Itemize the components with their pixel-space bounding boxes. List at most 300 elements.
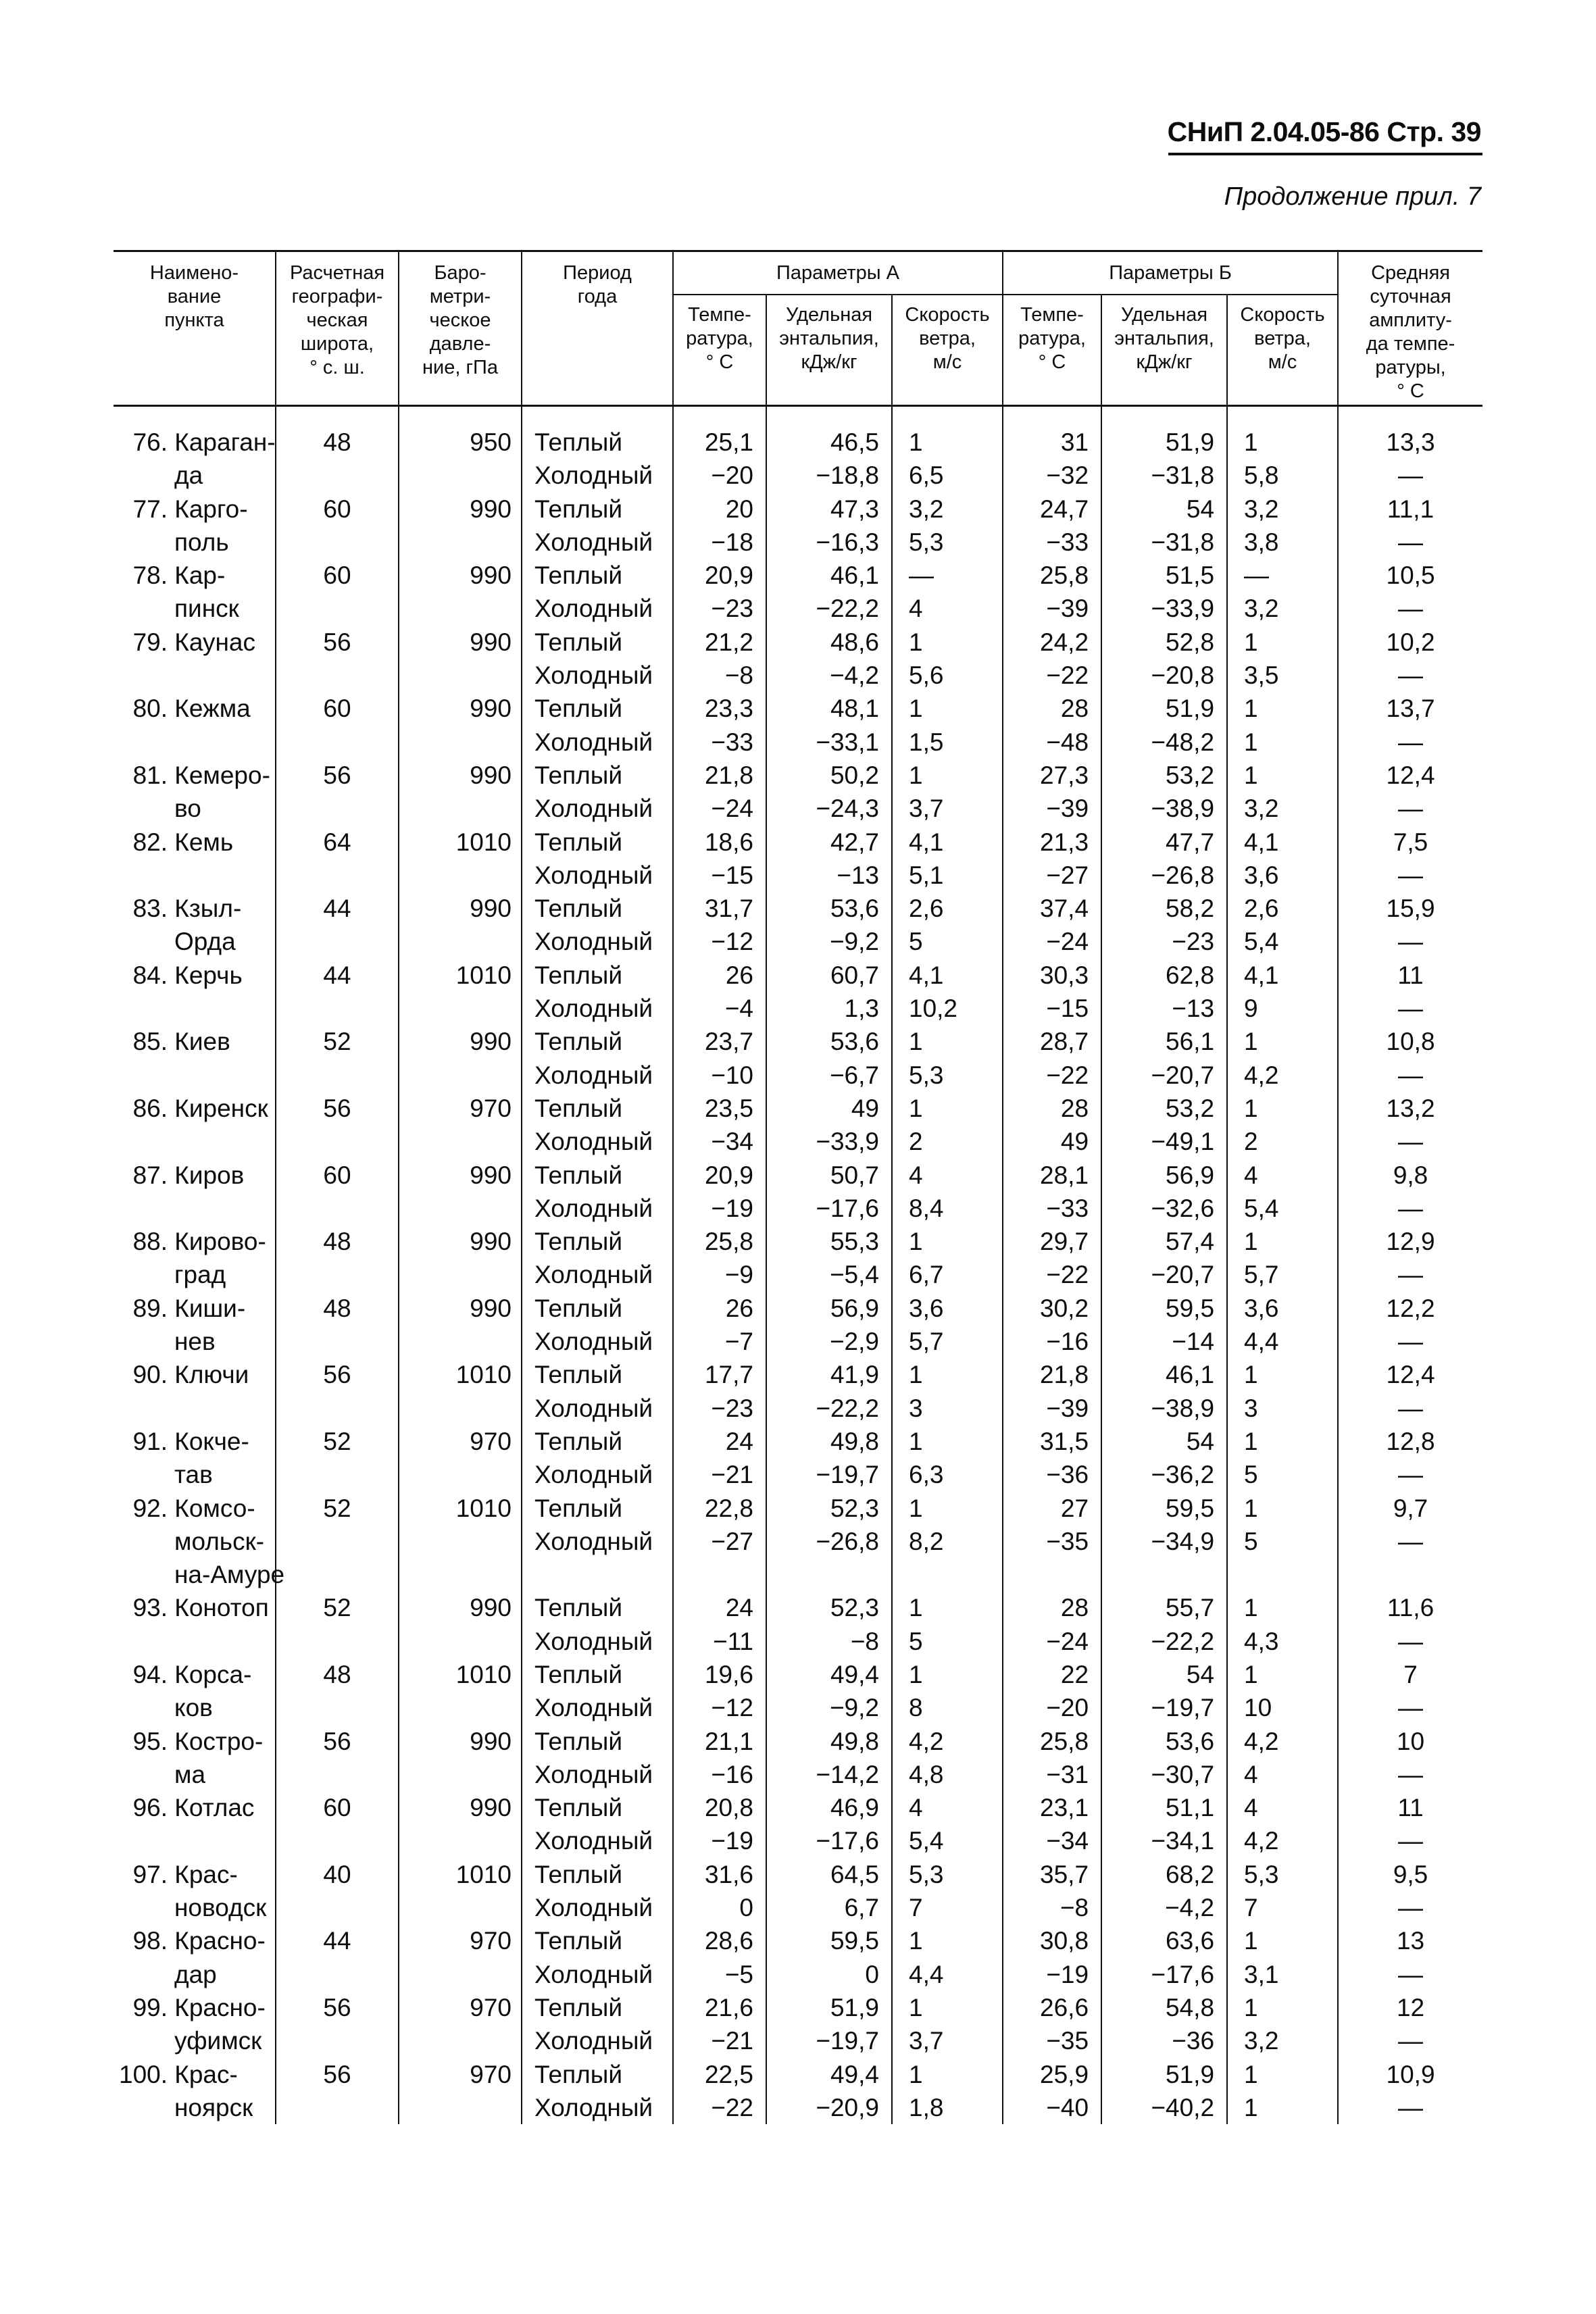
cell-wind-a: 8,2 bbox=[892, 1525, 1003, 1558]
cell-station-name bbox=[114, 1691, 276, 1724]
cell-enthalpy-a: −13 bbox=[766, 859, 892, 892]
cell-wind-a: 1 bbox=[892, 692, 1003, 725]
cell-amplitude: 12,9 bbox=[1338, 1225, 1482, 1258]
cell-pressure: 1010 bbox=[399, 1658, 522, 1691]
cell-temperature-a: −5 bbox=[673, 1958, 766, 1991]
cell-enthalpy-a: 49,8 bbox=[766, 1425, 892, 1458]
cell-enthalpy-a: 56,9 bbox=[766, 1292, 892, 1325]
station-name-line: Каунас bbox=[174, 628, 256, 656]
cell-station-name bbox=[114, 1458, 276, 1491]
cell-wind-b: 1 bbox=[1227, 1358, 1338, 1391]
station-number: 89. bbox=[132, 1294, 168, 1322]
cell-amplitude: — bbox=[1338, 1691, 1482, 1724]
cell-latitude bbox=[276, 1192, 399, 1225]
cell-temperature-b: −19 bbox=[1003, 1958, 1101, 1991]
station-number: 87. bbox=[132, 1161, 168, 1189]
cell-pressure: 1010 bbox=[399, 1858, 522, 1891]
cell-period: Холодный bbox=[522, 1891, 673, 1924]
cell-latitude bbox=[276, 659, 399, 692]
cell-temperature-b: 28,7 bbox=[1003, 1025, 1101, 1058]
col-header-enthalpy-a: Удельная энтальпия, кДж/кг bbox=[766, 295, 892, 406]
cell-pressure: 990 bbox=[399, 1791, 522, 1824]
cell-pressure: 1010 bbox=[399, 959, 522, 992]
cell-enthalpy-b: −36 bbox=[1101, 2024, 1227, 2057]
table-row bbox=[114, 826, 1482, 859]
cell-temperature-a: −18 bbox=[673, 526, 766, 559]
cell-amplitude: 13 bbox=[1338, 1924, 1482, 1957]
cell-temperature-b: −34 bbox=[1003, 1824, 1101, 1857]
cell-enthalpy-b: −17,6 bbox=[1101, 1958, 1227, 1991]
cell-wind-a: 1 bbox=[892, 1025, 1003, 1058]
cell-amplitude: 10,2 bbox=[1338, 626, 1482, 659]
cell-enthalpy-a: −20,9 bbox=[766, 2091, 892, 2124]
cell-wind-b: 2 bbox=[1227, 1125, 1338, 1158]
cell-latitude bbox=[276, 1758, 399, 1791]
cell-temperature-a: 24 bbox=[673, 1591, 766, 1624]
cell-amplitude: 10 bbox=[1338, 1725, 1482, 1758]
cell-enthalpy-b: −31,8 bbox=[1101, 526, 1227, 559]
cell-wind-a: 1 bbox=[892, 626, 1003, 659]
cell-wind-a: 5,3 bbox=[892, 526, 1003, 559]
cell-wind-a: 1 bbox=[892, 1358, 1003, 1391]
table-row bbox=[114, 1025, 1482, 1058]
cell-enthalpy-a: 50,7 bbox=[766, 1159, 892, 1192]
table-row bbox=[114, 592, 1482, 625]
cell-enthalpy-b: 51,5 bbox=[1101, 559, 1227, 592]
cell-pressure bbox=[399, 1758, 522, 1791]
table-row bbox=[114, 1824, 1482, 1857]
cell-wind-a: 4,1 bbox=[892, 959, 1003, 992]
col-header-temperature-b: Темпе- ратура, ° С bbox=[1003, 295, 1101, 406]
cell-latitude: 56 bbox=[276, 1092, 399, 1125]
cell-amplitude: 13,7 bbox=[1338, 692, 1482, 725]
cell-temperature-b: 23,1 bbox=[1003, 1791, 1101, 1824]
cell-wind-a: 6,5 bbox=[892, 459, 1003, 492]
cell-station-name bbox=[114, 1891, 276, 1924]
cell-enthalpy-a: −33,1 bbox=[766, 726, 892, 759]
cell-temperature-a: −24 bbox=[673, 792, 766, 825]
cell-enthalpy-a: −14,2 bbox=[766, 1758, 892, 1791]
cell-pressure: 990 bbox=[399, 1725, 522, 1758]
table-row bbox=[114, 1358, 1482, 1391]
cell-amplitude: 9,8 bbox=[1338, 1159, 1482, 1192]
cell-temperature-b: −48 bbox=[1003, 726, 1101, 759]
station-number: 81. bbox=[132, 761, 168, 789]
station-name-line: нев bbox=[174, 1328, 216, 1356]
cell-latitude bbox=[276, 2091, 399, 2124]
cell-enthalpy-a: 50,2 bbox=[766, 759, 892, 792]
cell-wind-b: 1 bbox=[1227, 406, 1338, 459]
cell-enthalpy-b: 51,9 bbox=[1101, 406, 1227, 459]
cell-temperature-b: 30,2 bbox=[1003, 1292, 1101, 1325]
cell-station-name bbox=[114, 459, 276, 492]
cell-amplitude: 11 bbox=[1338, 1791, 1482, 1824]
cell-amplitude: — bbox=[1338, 859, 1482, 892]
cell-latitude bbox=[276, 1891, 399, 1924]
cell-period: Теплый bbox=[522, 2058, 673, 2091]
cell-wind-b: 3,2 bbox=[1227, 592, 1338, 625]
station-number: 78. bbox=[132, 561, 168, 590]
cell-station-name bbox=[114, 2058, 276, 2091]
cell-wind-b: 1 bbox=[1227, 1492, 1338, 1525]
cell-temperature-b: 25,8 bbox=[1003, 1725, 1101, 1758]
cell-wind-b: — bbox=[1227, 559, 1338, 592]
cell-enthalpy-b: 53,2 bbox=[1101, 1092, 1227, 1125]
table-row bbox=[114, 459, 1482, 492]
cell-period: Теплый bbox=[522, 1358, 673, 1391]
cell-enthalpy-b: −30,7 bbox=[1101, 1758, 1227, 1791]
cell-latitude: 48 bbox=[276, 1658, 399, 1691]
cell-temperature-b: 26,6 bbox=[1003, 1991, 1101, 2024]
cell-wind-b: 1 bbox=[1227, 759, 1338, 792]
cell-temperature-a: −19 bbox=[673, 1824, 766, 1857]
cell-period: Холодный bbox=[522, 1325, 673, 1358]
table-row bbox=[114, 526, 1482, 559]
cell-pressure: 990 bbox=[399, 1591, 522, 1624]
cell-temperature-a: 25,8 bbox=[673, 1225, 766, 1258]
cell-pressure bbox=[399, 859, 522, 892]
col-header-pressure: Баро- метри- ческое давле- ние, гПа bbox=[399, 251, 522, 406]
cell-amplitude: — bbox=[1338, 1392, 1482, 1425]
table-row bbox=[114, 692, 1482, 725]
cell-wind-a: 4,8 bbox=[892, 1758, 1003, 1791]
cell-temperature-b: −39 bbox=[1003, 1392, 1101, 1425]
cell-enthalpy-a: −19,7 bbox=[766, 2024, 892, 2057]
empty-cell bbox=[522, 1558, 673, 1591]
cell-enthalpy-a: −24,3 bbox=[766, 792, 892, 825]
cell-enthalpy-b: −48,2 bbox=[1101, 726, 1227, 759]
cell-station-name bbox=[114, 526, 276, 559]
cell-wind-b: 4,1 bbox=[1227, 826, 1338, 859]
cell-pressure: 950 bbox=[399, 406, 522, 459]
cell-temperature-a: −7 bbox=[673, 1325, 766, 1358]
cell-wind-a: 1 bbox=[892, 1092, 1003, 1125]
cell-amplitude: 15,9 bbox=[1338, 892, 1482, 925]
cell-pressure: 970 bbox=[399, 2058, 522, 2091]
cell-wind-b: 5,3 bbox=[1227, 1858, 1338, 1891]
cell-pressure: 990 bbox=[399, 1025, 522, 1058]
cell-temperature-a: −15 bbox=[673, 859, 766, 892]
cell-enthalpy-b: 54,8 bbox=[1101, 1991, 1227, 2024]
cell-amplitude: — bbox=[1338, 726, 1482, 759]
cell-period: Холодный bbox=[522, 1258, 673, 1291]
cell-temperature-a: 22,8 bbox=[673, 1492, 766, 1525]
cell-enthalpy-a: 59,5 bbox=[766, 1924, 892, 1957]
cell-period: Теплый bbox=[522, 759, 673, 792]
cell-temperature-a: 19,6 bbox=[673, 1658, 766, 1691]
cell-wind-b: 1 bbox=[1227, 2091, 1338, 2124]
cell-wind-b: 4 bbox=[1227, 1791, 1338, 1824]
cell-period: Холодный bbox=[522, 726, 673, 759]
empty-cell bbox=[1227, 1558, 1338, 1591]
cell-enthalpy-b: −4,2 bbox=[1101, 1891, 1227, 1924]
station-name-line: уфимск bbox=[174, 2027, 262, 2055]
cell-latitude: 48 bbox=[276, 1225, 399, 1258]
cell-wind-b: 5,8 bbox=[1227, 459, 1338, 492]
cell-station-name bbox=[114, 2091, 276, 2124]
table-row bbox=[114, 1658, 1482, 1691]
cell-temperature-b: 30,8 bbox=[1003, 1924, 1101, 1957]
cell-temperature-a: −19 bbox=[673, 1192, 766, 1225]
station-name-line: ноярск bbox=[174, 2093, 253, 2121]
cell-period: Теплый bbox=[522, 1492, 673, 1525]
station-name-line: Корса- bbox=[174, 1660, 252, 1688]
cell-station-name bbox=[114, 892, 276, 925]
table-row bbox=[114, 1625, 1482, 1658]
cell-temperature-a: 31,7 bbox=[673, 892, 766, 925]
cell-enthalpy-b: 51,1 bbox=[1101, 1791, 1227, 1824]
cell-latitude: 44 bbox=[276, 1924, 399, 1957]
station-name-line: Киши- bbox=[174, 1294, 246, 1322]
cell-temperature-b: 24,2 bbox=[1003, 626, 1101, 659]
cell-wind-a: 6,7 bbox=[892, 1258, 1003, 1291]
cell-wind-b: 4,3 bbox=[1227, 1625, 1338, 1658]
cell-wind-b: 4,2 bbox=[1227, 1059, 1338, 1092]
cell-amplitude: 12 bbox=[1338, 1991, 1482, 2024]
station-number: 77. bbox=[132, 495, 168, 523]
station-number: 79. bbox=[132, 628, 168, 656]
station-number: 98. bbox=[132, 1927, 168, 1955]
cell-temperature-b: −36 bbox=[1003, 1458, 1101, 1491]
cell-amplitude: — bbox=[1338, 1525, 1482, 1558]
cell-wind-a: 5 bbox=[892, 1625, 1003, 1658]
cell-enthalpy-a: 48,1 bbox=[766, 692, 892, 725]
cell-enthalpy-b: 53,6 bbox=[1101, 1725, 1227, 1758]
cell-latitude: 56 bbox=[276, 759, 399, 792]
station-name-line: Красно- bbox=[174, 1927, 266, 1955]
cell-station-name bbox=[114, 1059, 276, 1092]
station-number: 83. bbox=[132, 895, 168, 923]
cell-temperature-b: 30,3 bbox=[1003, 959, 1101, 992]
cell-pressure bbox=[399, 1458, 522, 1491]
cell-period: Теплый bbox=[522, 959, 673, 992]
station-name-line: ков bbox=[174, 1694, 213, 1722]
cell-period: Теплый bbox=[522, 1658, 673, 1691]
cell-pressure: 990 bbox=[399, 559, 522, 592]
cell-enthalpy-a: −9,2 bbox=[766, 925, 892, 958]
cell-pressure: 970 bbox=[399, 1425, 522, 1458]
cell-pressure: 970 bbox=[399, 1991, 522, 2024]
cell-wind-a: 5,4 bbox=[892, 1824, 1003, 1857]
cell-enthalpy-b: 51,9 bbox=[1101, 692, 1227, 725]
cell-wind-a: 2 bbox=[892, 1125, 1003, 1158]
cell-latitude: 56 bbox=[276, 1358, 399, 1391]
table-row bbox=[114, 1458, 1482, 1491]
empty-cell bbox=[1003, 1558, 1101, 1591]
cell-temperature-a: 31,6 bbox=[673, 1858, 766, 1891]
cell-wind-a: 1 bbox=[892, 1924, 1003, 1957]
cell-station-name bbox=[114, 692, 276, 725]
cell-latitude: 48 bbox=[276, 406, 399, 459]
cell-wind-b: 3,6 bbox=[1227, 859, 1338, 892]
cell-wind-b: 1 bbox=[1227, 1924, 1338, 1957]
station-name-line: Красно- bbox=[174, 1993, 266, 2021]
cell-enthalpy-a: 0 bbox=[766, 1958, 892, 1991]
cell-pressure: 1010 bbox=[399, 1492, 522, 1525]
cell-temperature-a: −11 bbox=[673, 1625, 766, 1658]
cell-station-name bbox=[114, 1159, 276, 1192]
cell-amplitude: — bbox=[1338, 526, 1482, 559]
cell-temperature-a: 26 bbox=[673, 1292, 766, 1325]
cell-pressure: 990 bbox=[399, 892, 522, 925]
table-row bbox=[114, 2091, 1482, 2124]
cell-temperature-b: −31 bbox=[1003, 1758, 1101, 1791]
cell-period: Холодный bbox=[522, 925, 673, 958]
cell-enthalpy-a: 53,6 bbox=[766, 892, 892, 925]
cell-wind-a: 3,7 bbox=[892, 2024, 1003, 2057]
cell-station-name bbox=[114, 1791, 276, 1824]
table-row bbox=[114, 659, 1482, 692]
cell-pressure bbox=[399, 1258, 522, 1291]
cell-station-name bbox=[114, 1525, 276, 1558]
cell-latitude: 60 bbox=[276, 493, 399, 526]
cell-station-name bbox=[114, 859, 276, 892]
cell-station-name bbox=[114, 592, 276, 625]
cell-station-name bbox=[114, 959, 276, 992]
cell-pressure bbox=[399, 1325, 522, 1358]
cell-enthalpy-a: −18,8 bbox=[766, 459, 892, 492]
cell-wind-a: 5,3 bbox=[892, 1858, 1003, 1891]
cell-enthalpy-a: −22,2 bbox=[766, 1392, 892, 1425]
cell-amplitude: — bbox=[1338, 1192, 1482, 1225]
cell-pressure: 970 bbox=[399, 1924, 522, 1957]
cell-wind-b: 5,4 bbox=[1227, 925, 1338, 958]
cell-enthalpy-a: 46,5 bbox=[766, 406, 892, 459]
cell-latitude: 56 bbox=[276, 1725, 399, 1758]
cell-station-name bbox=[114, 1258, 276, 1291]
cell-amplitude: — bbox=[1338, 1458, 1482, 1491]
cell-period: Теплый bbox=[522, 692, 673, 725]
station-number: 92. bbox=[132, 1494, 168, 1522]
cell-enthalpy-a: 46,1 bbox=[766, 559, 892, 592]
cell-period: Теплый bbox=[522, 1924, 673, 1957]
cell-enthalpy-b: −36,2 bbox=[1101, 1458, 1227, 1491]
col-header-name: Наимено- вание пункта bbox=[114, 251, 276, 406]
station-name-line: мольск- bbox=[174, 1527, 265, 1555]
cell-enthalpy-b: −22,2 bbox=[1101, 1625, 1227, 1658]
cell-amplitude: 7 bbox=[1338, 1658, 1482, 1691]
station-number: 76. bbox=[132, 428, 168, 456]
cell-enthalpy-b: 53,2 bbox=[1101, 759, 1227, 792]
cell-enthalpy-a: −6,7 bbox=[766, 1059, 892, 1092]
group-header-params-a: Параметры А bbox=[673, 251, 1003, 295]
cell-temperature-a: 22,5 bbox=[673, 2058, 766, 2091]
cell-temperature-a: 17,7 bbox=[673, 1358, 766, 1391]
cell-temperature-b: 22 bbox=[1003, 1658, 1101, 1691]
cell-latitude: 52 bbox=[276, 1025, 399, 1058]
cell-period: Холодный bbox=[522, 459, 673, 492]
table-row bbox=[114, 406, 1482, 459]
cell-amplitude: — bbox=[1338, 992, 1482, 1025]
cell-wind-a: 1,5 bbox=[892, 726, 1003, 759]
cell-wind-b: 4 bbox=[1227, 1159, 1338, 1192]
cell-station-name bbox=[114, 493, 276, 526]
cell-wind-b: 3,2 bbox=[1227, 792, 1338, 825]
station-number: 85. bbox=[132, 1028, 168, 1056]
cell-amplitude: 13,2 bbox=[1338, 1092, 1482, 1125]
cell-period: Холодный bbox=[522, 792, 673, 825]
station-name-line: Кокче- bbox=[174, 1427, 249, 1455]
cell-enthalpy-b: 59,5 bbox=[1101, 1292, 1227, 1325]
cell-wind-a: 3,6 bbox=[892, 1292, 1003, 1325]
continuation-caption: Продолжение прил. 7 bbox=[1224, 182, 1481, 211]
cell-amplitude: 12,2 bbox=[1338, 1292, 1482, 1325]
cell-enthalpy-b: 59,5 bbox=[1101, 1492, 1227, 1525]
cell-period: Холодный bbox=[522, 1958, 673, 1991]
col-header-enthalpy-b: Удельная энтальпия, кДж/кг bbox=[1101, 295, 1227, 406]
cell-station-name bbox=[114, 1392, 276, 1425]
cell-amplitude: 11,1 bbox=[1338, 493, 1482, 526]
cell-wind-b: 1 bbox=[1227, 1225, 1338, 1258]
table-row bbox=[114, 925, 1482, 958]
cell-enthalpy-b: −32,6 bbox=[1101, 1192, 1227, 1225]
col-header-latitude: Расчетная географи- ческая широта, ° с. ш. bbox=[276, 251, 399, 406]
station-name-line: Кемеро- bbox=[174, 761, 270, 789]
station-number: 96. bbox=[132, 1794, 168, 1822]
cell-wind-b: 5 bbox=[1227, 1525, 1338, 1558]
cell-station-name bbox=[114, 1625, 276, 1658]
cell-latitude: 44 bbox=[276, 892, 399, 925]
cell-wind-b: 4,2 bbox=[1227, 1725, 1338, 1758]
cell-wind-b: 7 bbox=[1227, 1891, 1338, 1924]
cell-wind-a: 1 bbox=[892, 1658, 1003, 1691]
station-name-line: Кирово- bbox=[174, 1228, 266, 1256]
cell-latitude bbox=[276, 1691, 399, 1724]
cell-wind-b: 9 bbox=[1227, 992, 1338, 1025]
cell-temperature-b: −39 bbox=[1003, 792, 1101, 825]
cell-pressure bbox=[399, 1059, 522, 1092]
cell-station-name bbox=[114, 1325, 276, 1358]
station-name-line: во bbox=[174, 795, 201, 823]
station-name-line: Кзыл- bbox=[174, 895, 242, 923]
cell-amplitude: 12,4 bbox=[1338, 1358, 1482, 1391]
cell-period: Теплый bbox=[522, 826, 673, 859]
station-name-line: Крас- bbox=[174, 2060, 238, 2088]
cell-wind-b: 5 bbox=[1227, 1458, 1338, 1491]
cell-enthalpy-a: 42,7 bbox=[766, 826, 892, 859]
cell-temperature-a: 28,6 bbox=[673, 1924, 766, 1957]
cell-temperature-a: 18,6 bbox=[673, 826, 766, 859]
cell-amplitude: — bbox=[1338, 925, 1482, 958]
col-header-temperature-a: Темпе- ратура, ° С bbox=[673, 295, 766, 406]
cell-station-name bbox=[114, 1225, 276, 1258]
cell-latitude bbox=[276, 1258, 399, 1291]
cell-wind-a: 4,1 bbox=[892, 826, 1003, 859]
cell-station-name bbox=[114, 1125, 276, 1158]
cell-latitude bbox=[276, 1458, 399, 1491]
cell-enthalpy-b: −13 bbox=[1101, 992, 1227, 1025]
station-name-line: Кар- bbox=[174, 561, 226, 590]
cell-temperature-b: 31,5 bbox=[1003, 1425, 1101, 1458]
cell-station-name bbox=[114, 1758, 276, 1791]
cell-wind-a: 5 bbox=[892, 925, 1003, 958]
cell-amplitude: 9,7 bbox=[1338, 1492, 1482, 1525]
cell-enthalpy-b: 62,8 bbox=[1101, 959, 1227, 992]
table-row bbox=[114, 1791, 1482, 1824]
cell-station-name bbox=[114, 2024, 276, 2057]
cell-period: Теплый bbox=[522, 1725, 673, 1758]
cell-period: Теплый bbox=[522, 1591, 673, 1624]
cell-station-name bbox=[114, 1924, 276, 1957]
cell-wind-b: 3,2 bbox=[1227, 2024, 1338, 2057]
cell-wind-a: 3,2 bbox=[892, 493, 1003, 526]
station-name-line: Караган- bbox=[174, 428, 276, 456]
cell-enthalpy-a: −16,3 bbox=[766, 526, 892, 559]
cell-wind-b: 10 bbox=[1227, 1691, 1338, 1724]
cell-wind-b: 1 bbox=[1227, 1092, 1338, 1125]
cell-station-name bbox=[114, 1025, 276, 1058]
cell-wind-a: 1 bbox=[892, 1225, 1003, 1258]
